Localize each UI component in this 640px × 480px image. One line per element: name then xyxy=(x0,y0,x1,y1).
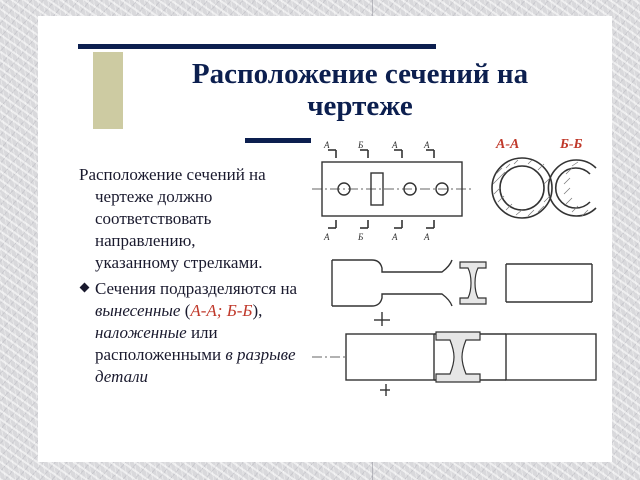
paragraph-2-text: или xyxy=(186,323,218,342)
body-text xyxy=(79,164,319,388)
term-nalozhennye: наложенные xyxy=(95,323,187,342)
decorative-block xyxy=(93,52,123,129)
slide-title: Расположение сечений на чертеже xyxy=(191,58,529,122)
tile-seam xyxy=(372,0,373,16)
superimposed-section xyxy=(436,332,480,382)
cut-label: А xyxy=(324,232,330,242)
i-beam-section xyxy=(460,262,486,304)
paragraph-1-line: соответствовать xyxy=(95,209,212,228)
term-vynesennye: вынесенные xyxy=(95,301,181,320)
tile-seam xyxy=(372,462,373,480)
term-v-razryve: в разрыве детали xyxy=(95,345,296,386)
cut-label: Б xyxy=(358,232,364,242)
bullet-icon xyxy=(80,283,90,293)
section-drawing xyxy=(310,128,610,408)
cut-label: А xyxy=(424,232,430,242)
cut-label: А xyxy=(424,140,430,150)
decorative-line-top xyxy=(78,44,436,49)
punctuation: ( xyxy=(180,301,191,320)
paragraph-1-line: чертеже должно xyxy=(95,187,213,206)
section-names: А-А; Б-Б xyxy=(190,301,253,320)
punctuation: ), xyxy=(252,301,263,320)
cut-label: А xyxy=(392,232,398,242)
paragraph-2-text: расположенными xyxy=(95,345,226,364)
cut-label: А xyxy=(324,140,330,150)
section-bb-inner xyxy=(556,168,590,208)
paragraph-1 xyxy=(79,164,319,274)
paragraph-1-line: Расположение сечений на xyxy=(79,165,266,184)
paragraph-1-line: указанному стрелками. xyxy=(95,253,263,272)
section-aa-outer xyxy=(492,158,552,218)
label-aa: А-А xyxy=(496,137,520,152)
paragraph-1-line: направлению, xyxy=(95,231,196,250)
section-aa-inner xyxy=(500,166,544,210)
cut-label: Б xyxy=(358,140,364,150)
label-bb: Б-Б xyxy=(560,137,583,152)
paragraph-2-text: Сечения подразделяются на xyxy=(95,279,298,298)
paragraph-2 xyxy=(79,278,319,388)
decorative-line-bottom xyxy=(245,138,311,143)
cut-label: А xyxy=(392,140,398,150)
